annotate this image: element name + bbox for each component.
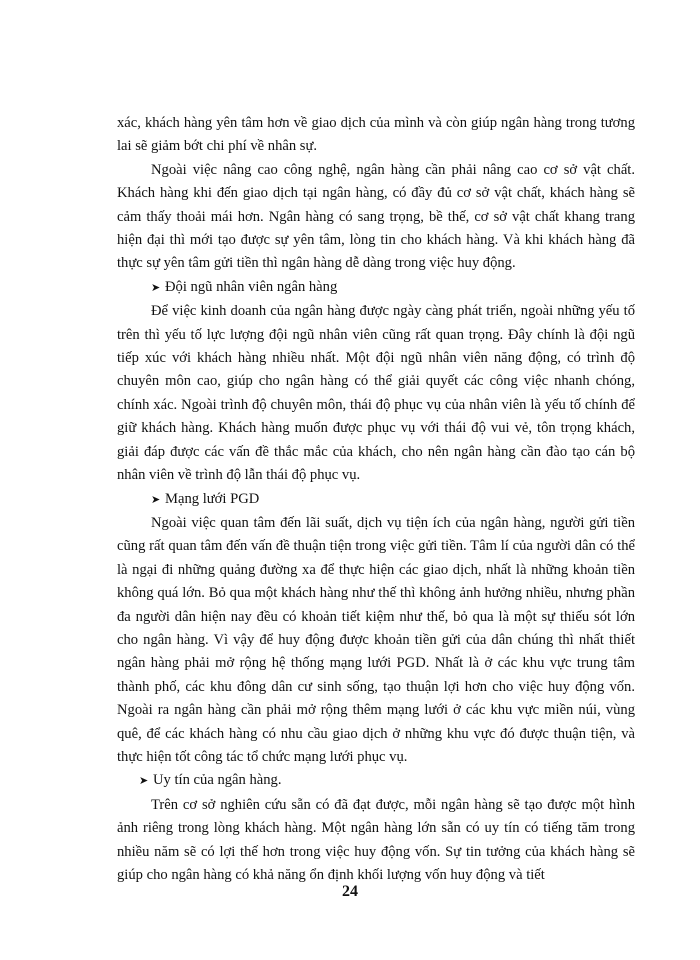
page-number: 24: [342, 883, 358, 900]
arrow-bullet-icon: ➤: [151, 493, 161, 506]
paragraph-3: Để việc kinh doanh của ngân hàng được ngày càng phát triển, ngoài những yếu tố trên thì yếu tố lực lượng đội ngũ nhân viên cũng rất quan trọng. Đây chính là đội ngũ tiếp xúc với khách hàng nhiều nhất. Một đội ngũ nhân viên năng động, có trình độ chuyên môn cao, giúp cho ngân hàng có thể giải quyết các công việc nhanh chóng, chính xác. Ngoài trình độ chuyên môn, thái độ phục vụ của nhân viên là yếu tố chính để giữ khách hàng. Khách hàng muốn được phục vụ với thái độ vui vẻ, tôn trọng khách, giải đáp được các vấn đề thắc mắc của khách, cho nên ngân hàng cần đào tạo cán bộ nhân viên về trình độ lẫn thái độ phục vụ.: [117, 303, 635, 484]
paragraph-4: Ngoài việc quan tâm đến lãi suất, dịch vụ tiện ích của ngân hàng, người gửi tiền cũng rất quan tâm đến vấn đề thuận tiện trong việc gửi tiền. Tâm lí của người dân có thể là ngại đi những quảng đường xa để thực hiện các giao dịch, nhất là những khoản tiền không quá lớn. Bỏ qua một khách hàng như thế thì không ảnh hưởng nhiều, nhưng phần đa người dân hiện nay đều có khoản tiết kiệm như thế, bỏ qua là một sự thiếu sót lớn cho ngân hàng. Vì vậy để huy động được khoản tiền gửi của dân chúng thì nhất thiết ngân hàng phải mở rộng hệ thống mạng lưới PGD. Nhất là ở các khu vực trung tâm thành phố, các khu đông dân cư sinh sống, tạo thuận lợi hơn cho việc huy động vốn. Ngoài ra ngân hàng cần phải mở rộng thêm mạng lưới ở các khu vực miền núi, vùng quê, để các khách hàng có nhu cầu giao dịch ở những khu vực đó được thuận tiện, và thực hiện tốt công tác tổ chức mạng lưới phục vụ.: [117, 514, 635, 765]
heading-text: Uy tín của ngân hàng.: [153, 772, 282, 789]
paragraph-2: Ngoài việc nâng cao công nghệ, ngân hàng cần phải nâng cao cơ sở vật chất. Khách hàng khi đến giao dịch tại ngân hàng, có đầy đủ cơ sở vật chất, khách hàng sẽ cảm thấy thoải mái hơn. Ngân hàng có sang trọng, bề thế, cơ sở vật chất khang trang hiện đại thì mới tạo được sự yên tâm, lòng tin cho khách hàng. Và khi khách hàng đã thực sự yên tâm gửi tiền thì ngân hàng dễ dàng trong việc huy động.: [117, 161, 635, 272]
paragraph-1: xác, khách hàng yên tâm hơn về giao dịch của mình và còn giúp ngân hàng trong tương lai sẽ giảm bớt chi phí về nhân sự.: [117, 115, 635, 155]
section-heading-staff: [151, 276, 635, 300]
body-text: [117, 112, 635, 887]
paragraph-5: Trên cơ sở nghiên cứu sẵn có đã đạt được, mỗi ngân hàng sẽ tạo được một hình ảnh riêng trong lòng khách hàng. Một ngân hàng lớn sẵn có uy tín có tiếng tăm trong nhiều năm sẽ có lợi thế hơn trong việc huy động vốn. Sự tin tưởng của khách hàng sẽ giúp cho ngân hàng có khả năng ổn định khối lượng vốn huy động và tiết: [117, 796, 635, 883]
section-heading-network: [151, 488, 635, 512]
arrow-bullet-icon: ➤: [139, 775, 149, 788]
heading-text: Mạng lưới PGD: [165, 490, 260, 507]
heading-text: Đội ngũ nhân viên ngân hàng: [165, 278, 338, 295]
arrow-bullet-icon: ➤: [151, 281, 161, 294]
section-heading-reputation: [139, 769, 635, 793]
